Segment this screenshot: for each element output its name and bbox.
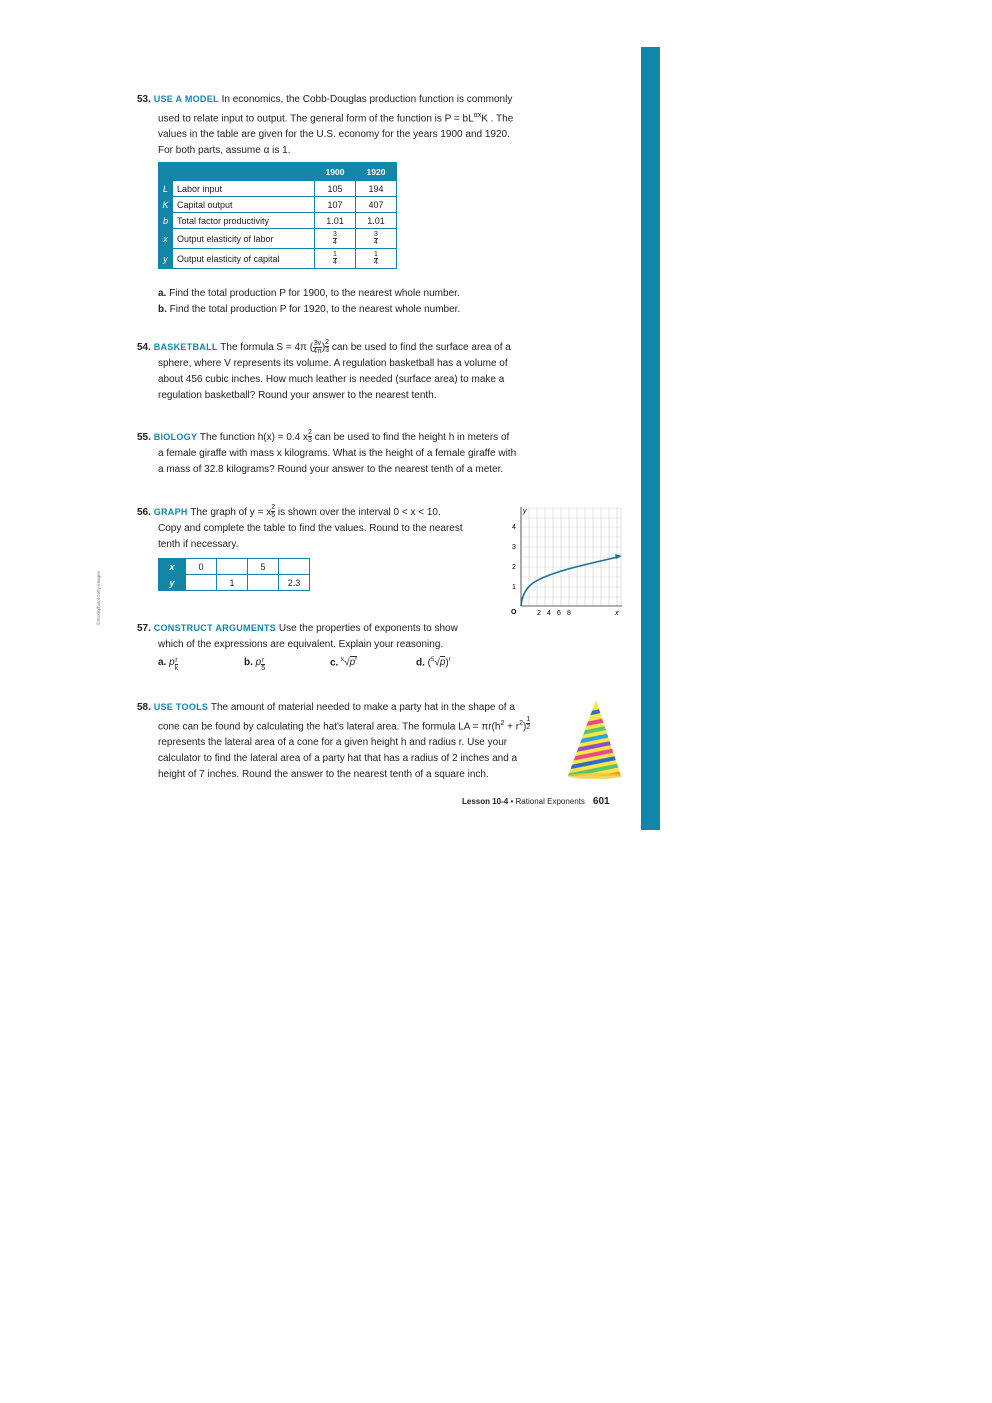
row-label: Output elasticity of labor (173, 229, 315, 249)
row-label: Labor input (173, 181, 315, 197)
part-letter: a. (158, 288, 167, 299)
y-cell (186, 575, 217, 591)
cell-1920: 1.01 (356, 213, 397, 229)
row-label: Total factor productivity (173, 213, 315, 229)
graph-values-table (158, 558, 310, 591)
fraction: $\frac{3}{4}$ (374, 231, 378, 246)
problem-text: The amount of material needed to make a party hat in the shape of a (210, 702, 515, 713)
y-header: y (159, 575, 186, 591)
lesson-number: Lesson 10-4 (462, 797, 509, 806)
problem-keyword: CONSTRUCT ARGUMENTS (153, 623, 277, 633)
choice-b: b. p $\frac{r}{5}$ (244, 657, 266, 672)
fraction: $\frac{3}{4}$ (333, 231, 337, 246)
problem-text: a female giraffe with mass x kilograms. What is the height of a female giraffe with (158, 448, 517, 459)
cell-1920: 194 (356, 181, 397, 197)
problem-text: represents the lateral area of a cone for a given height h and radius r. Use your (158, 737, 508, 749)
problem-text: The formula S = 4π (220, 342, 307, 353)
y-tick-label: 2 (512, 564, 516, 571)
table-row (159, 181, 397, 197)
problem-54: 54. BASKETBALL The formula S = 4π ( $\frac{3v}{4\pi}$ ) $\frac{2}{3}$ can be used to find the surface area of a sphere, where V represents its volume. A regulation basketball has a volume of about 456 cubic inches. How much leather is needed (surface area) to make a regulation basketball? Round your answer to the nearest tenth. (137, 339, 557, 404)
problem-57-choices (158, 657, 488, 675)
exponent-fraction: $\frac{2}{3}$ (325, 339, 330, 354)
table-row (159, 197, 397, 213)
choice-a: a. p $\frac{r}{k}$ (158, 657, 179, 672)
cell-1900: 105 (315, 181, 356, 197)
problem-text: can be used to find the height h in meters of (314, 432, 510, 443)
table-row (159, 249, 397, 269)
table-row (159, 213, 397, 229)
fraction: $\frac{1}{4}$ (374, 251, 378, 266)
problem-text: The function h(x) = 0.4 x (199, 432, 309, 443)
fraction: $\frac{1}{4}$ (333, 251, 337, 266)
cell-1900 (315, 249, 356, 269)
x-cell: 0 (186, 559, 217, 575)
row-label: Capital output (173, 197, 315, 213)
problem-keyword: GRAPH (153, 507, 188, 517)
problem-text: about 456 cubic inches. How much leather is needed (surface area) to make a (158, 374, 505, 385)
problem-number: 55. (137, 432, 151, 443)
problem-text: a mass of 32.8 kilograms? Round your answer to the nearest tenth of a meter. (158, 464, 504, 475)
party-hat-image (566, 698, 624, 780)
problem-text: calculator to find the lateral area of a party hat that has a radius of 2 inches and a (158, 753, 518, 765)
x-tick-label: 2 (537, 610, 541, 617)
table-row (159, 559, 310, 575)
cell-1920 (356, 249, 397, 269)
page-side-bar (641, 47, 660, 830)
problem-text: For both parts, assume α is 1. (158, 145, 291, 157)
header-1900: 1900 (315, 163, 356, 181)
part-text: Find the total production P for 1900, to the nearest whole number. (169, 288, 460, 299)
y-cell (248, 575, 279, 591)
problem-number: 54. (137, 342, 151, 353)
problem-57 (137, 620, 517, 653)
choice-c: c. $^k√p^r$ (330, 657, 358, 669)
problem-text: K . The (481, 113, 514, 125)
cell-1920: 407 (356, 197, 397, 213)
table-row (159, 575, 310, 591)
header-1920: 1920 (356, 163, 397, 181)
problem-55 (137, 429, 557, 478)
cell-1900 (315, 229, 356, 249)
x-tick-label: 6 (557, 610, 561, 617)
problem-keyword: BIOLOGY (153, 432, 198, 442)
table-corner (159, 163, 315, 181)
x-cell: 5 (248, 559, 279, 575)
page-footer (462, 796, 610, 807)
part-text: Find the total production P for 1920, to the nearest whole number. (169, 304, 461, 315)
problem-text: Copy and complete the table to find the values. Round to the nearest (158, 523, 463, 534)
photo-credit: ©Stockphoto/Getty Images (96, 571, 101, 625)
x-header: x (159, 559, 186, 575)
problem-text: values in the table are given for the U.S. economy for the years 1900 and 1920. (158, 129, 510, 141)
y-tick-label: 1 (512, 584, 516, 591)
choice-d: d. $(^5√p)^r$ (416, 657, 451, 669)
exponent-fraction: $\frac{1}{2}$ (526, 716, 531, 731)
problem-text: is shown over the interval 0 < x < 10. (277, 507, 441, 518)
cell-1900: 1.01 (315, 213, 356, 229)
fraction: $\frac{3v}{4\pi}$ (313, 339, 322, 355)
problem-keyword: USE TOOLS (153, 702, 209, 712)
problem-number: 57. (137, 623, 151, 634)
row-variable: L (159, 181, 173, 197)
problem-56 (137, 504, 497, 553)
problem-text: cone can be found by calculating the hat's lateral area. The formula LA = πr(h (158, 721, 501, 733)
problem-text: sphere, where V represents its volume. A regulation basketball has a volume of (158, 358, 508, 369)
page-number: 601 (592, 796, 610, 807)
table-header-row (159, 163, 397, 181)
x-tick-label: 4 (547, 610, 551, 617)
y-cell: 2.3 (279, 575, 310, 591)
lesson-title: Rational Exponents (515, 797, 585, 806)
x-axis-label: x (615, 610, 619, 617)
y-tick-label: 4 (512, 524, 516, 531)
footer-separator: • (510, 797, 514, 806)
exponent-fraction: $\frac{2}{5}$ (271, 504, 276, 519)
problem-number: 58. (137, 702, 151, 713)
exponent-fraction: $\frac{2}{3}$ (308, 429, 312, 444)
problem-text: used to relate input to output. The general form of the function is P = bL (158, 113, 474, 125)
problem-53-parts (158, 286, 538, 318)
x-cell (217, 559, 248, 575)
cell-1900: 107 (315, 197, 356, 213)
problem-text: regulation basketball? Round your answer to the nearest tenth. (158, 390, 437, 401)
problem-58: 58. USE TOOLS The amount of material needed to make a party hat in the shape of a cone can be found by calculating the hat's lateral area. The formula LA = $\pi r(h^2 + r^2)$ $\frac{1}{2}$ represents the lateral area of a cone for a given height h and radius r. Use your calculator to find the lateral area of a party hat that has a radius of 2 inches and a height of 7 inches. Round the answer to the nearest tenth of a square inch. (137, 699, 557, 783)
row-variable: b (159, 213, 173, 229)
problem-number: 53. (137, 94, 151, 105)
problem-number: 56. (137, 507, 151, 518)
problem-53 (137, 91, 583, 159)
problem-keyword: BASKETBALL (153, 342, 218, 352)
power-function-graph (508, 503, 626, 618)
y-tick-label: 3 (512, 544, 516, 551)
problem-text: In economics, the Cobb-Douglas production function is commonly (221, 94, 513, 105)
problem-text: height of 7 inches. Round the answer to the nearest tenth of a square inch. (158, 769, 489, 781)
problem-text: which of the expressions are equivalent. Explain your reasoning. (158, 639, 444, 650)
curve (521, 557, 618, 606)
cell-1920 (356, 229, 397, 249)
graph-grid (521, 508, 621, 606)
x-tick-label: 8 (567, 610, 571, 617)
problem-text: The graph of y = x (190, 507, 272, 518)
y-cell: 1 (217, 575, 248, 591)
table-row (159, 229, 397, 249)
problem-text: tenth if necessary. (158, 539, 239, 550)
row-variable: y (159, 249, 173, 269)
problem-text: Use the properties of exponents to show (278, 623, 458, 634)
exponent: αx (473, 112, 482, 119)
origin-label: O (511, 609, 517, 616)
row-label: Output elasticity of capital (173, 249, 315, 269)
row-variable: K (159, 197, 173, 213)
row-variable: x (159, 229, 173, 249)
part-letter: b. (158, 304, 167, 315)
problem-keyword: USE A MODEL (153, 94, 219, 104)
y-axis-label: y (523, 508, 527, 515)
cobb-douglas-table (158, 162, 397, 269)
x-cell (279, 559, 310, 575)
problem-text: can be used to find the surface area of a (331, 342, 511, 353)
